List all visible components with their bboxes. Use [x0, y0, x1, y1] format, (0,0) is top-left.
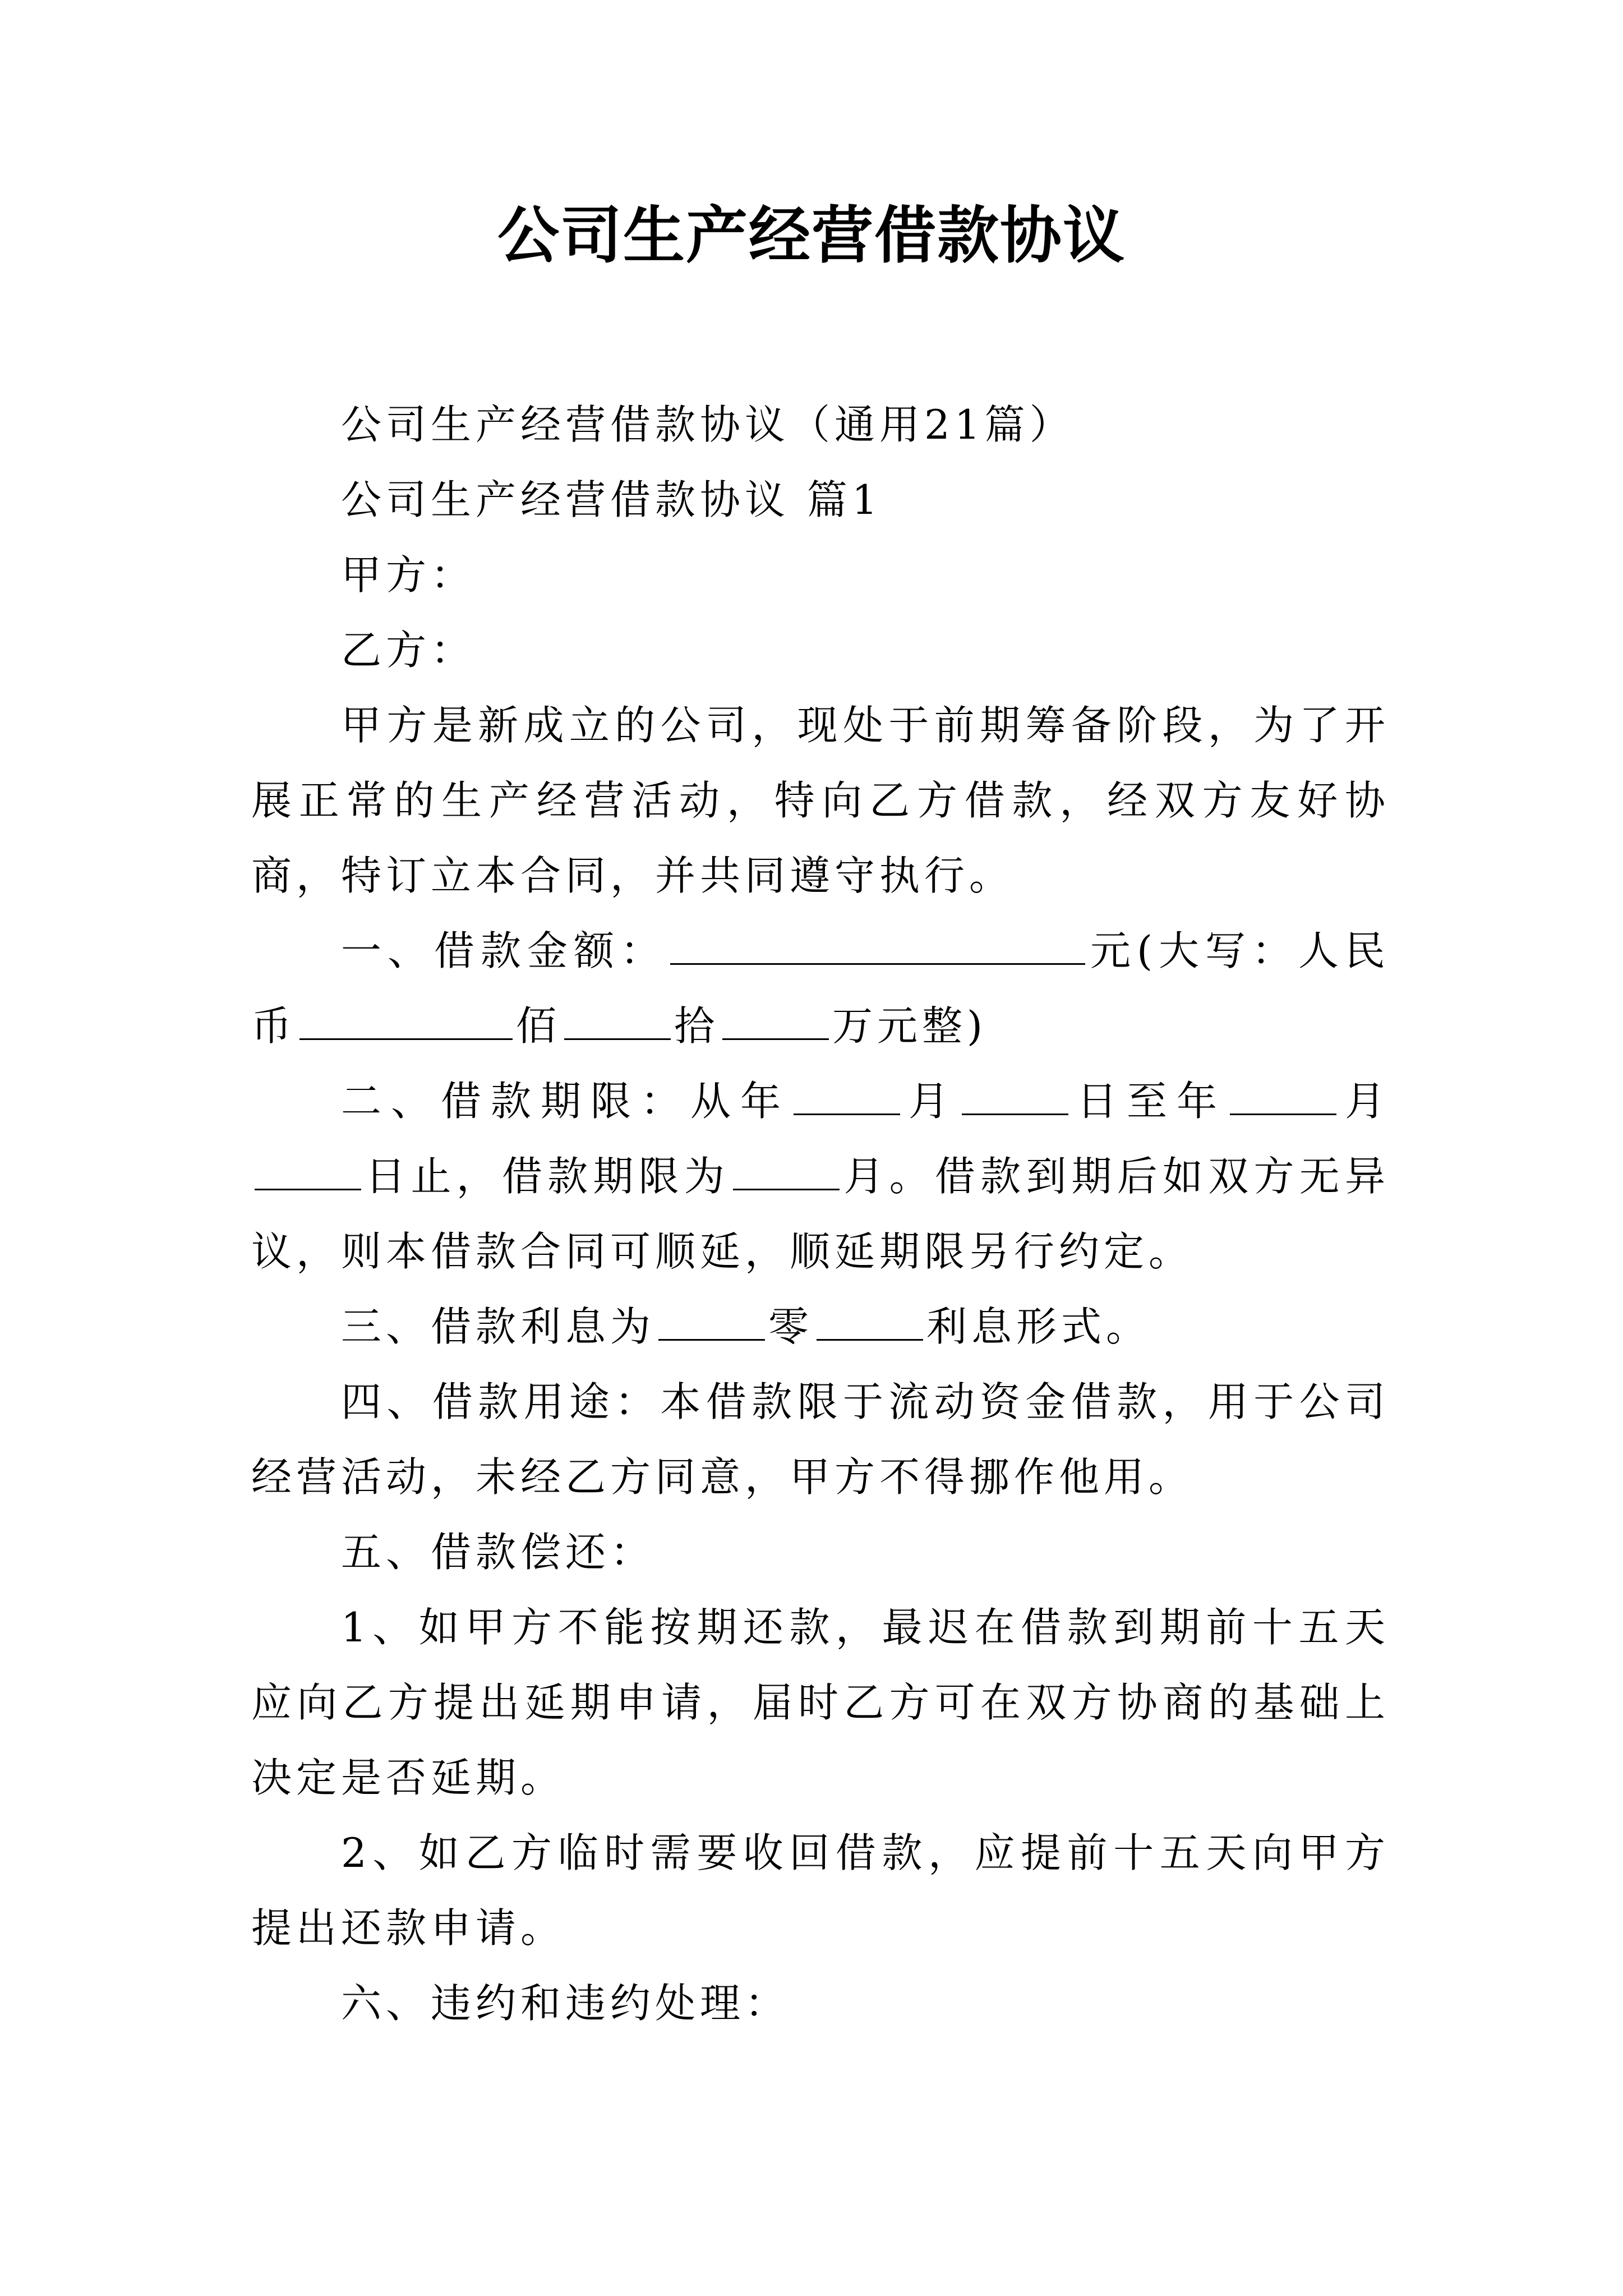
clause-6-heading: 六、违约和违约处理：: [341, 1980, 790, 2027]
clause-2-lead: 二、借款期限：从年: [341, 1078, 790, 1125]
clause-2-day-end: 日止，借款期限为: [365, 1153, 730, 1200]
end-month-blank: [1230, 1077, 1336, 1115]
interest-blank-1: [658, 1303, 765, 1341]
interest-blank-2: [817, 1303, 923, 1341]
clause-1-amount: [251, 913, 1390, 1064]
section-heading: 公司生产经营借款协议 篇1: [341, 476, 882, 523]
end-day-blank: [255, 1152, 361, 1190]
clause-2-month1: 月: [903, 1078, 958, 1125]
amount-blank: [670, 927, 1085, 965]
bai-blank: [564, 1002, 671, 1040]
clause-2-day-to-year: 日至年: [1071, 1078, 1227, 1125]
clause-1-yuan: 元(大写：人民币: [251, 927, 1390, 1050]
clause-4-purpose: 四、借款用途：本借款限于流动资金借款，用于公司经营活动，未经乙方同意，甲方不得挪作他用。: [251, 1378, 1390, 1501]
clause-5-heading: 五、借款偿还：: [341, 1529, 656, 1576]
subtitle-line: 公司生产经营借款协议（通用21篇）: [341, 401, 1075, 448]
clause-3-end: 利息形式。: [926, 1303, 1151, 1350]
clause-3-interest: [251, 1289, 1390, 1364]
intro-paragraph: 甲方是新成立的公司，现处于前期筹备阶段，为了开展正常的生产经营活动，特向乙方借款，经双方友好协商，特订立本合同，并共同遵守执行。: [251, 702, 1390, 899]
shi-blank: [722, 1002, 829, 1040]
clause-1-lead: 一、借款金额：: [341, 927, 667, 974]
clause-2-term: [251, 1064, 1390, 1289]
clause-3-lead: 三、借款利息为: [341, 1303, 656, 1350]
party-b-line: 乙方：: [341, 627, 476, 674]
clause-1-shi: 拾: [674, 1002, 720, 1050]
document-body: [251, 387, 1390, 2041]
clause-3-ling: 零: [768, 1303, 814, 1350]
start-month-blank: [794, 1077, 900, 1115]
clause-5-item-2: 2、如乙方临时需要收回借款，应提前十五天向甲方提出还款申请。: [251, 1829, 1390, 1952]
document-title: 公司生产经营借款协议: [497, 200, 1126, 272]
term-months-blank: [733, 1152, 840, 1190]
clause-1-end: 万元整): [832, 1002, 988, 1050]
clause-1-bai: 佰: [516, 1002, 561, 1050]
clause-2-rest: 月。借款到期后如双方无异议，则本借款合同可顺延，顺延期限另行约定。: [251, 1153, 1390, 1275]
clause-2-month2: 月: [1339, 1078, 1390, 1125]
clause-5-item-1: 1、如甲方不能按期还款，最迟在借款到期前十五天应向乙方提出延期申请，届时乙方可在双方协商的基础上决定是否延期。: [251, 1604, 1390, 1801]
party-a-line: 甲方：: [341, 551, 476, 599]
start-day-blank: [962, 1077, 1068, 1115]
rmb-blank: [299, 1002, 513, 1040]
